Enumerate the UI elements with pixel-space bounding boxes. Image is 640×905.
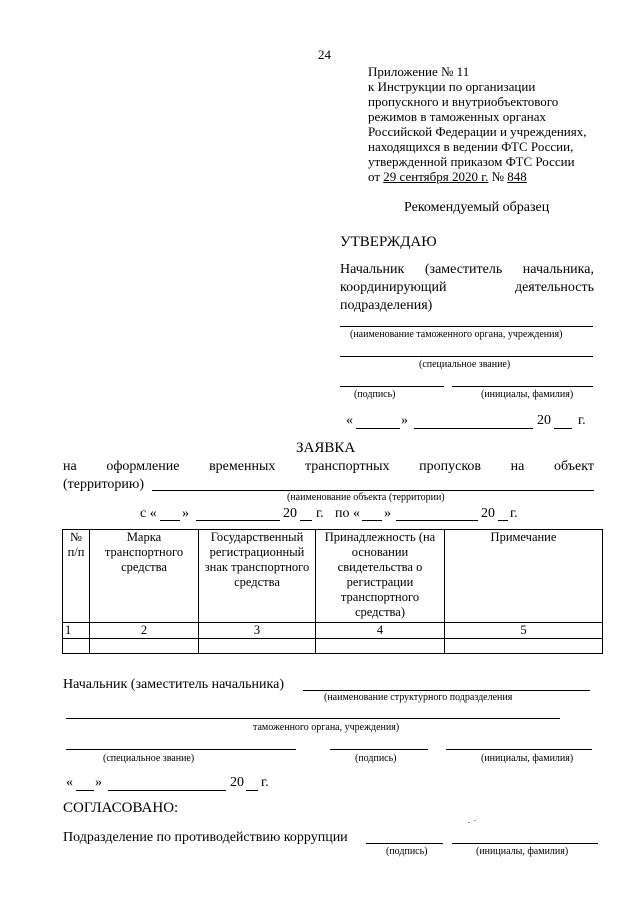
caption-unit: (наименование структурного подразделения xyxy=(324,692,513,703)
day-line xyxy=(356,428,400,429)
request-line-1: на оформление временных транспортных пропусков на объект xyxy=(63,459,594,474)
period-year: 20 xyxy=(283,506,297,521)
period-year-2-suffix: г. xyxy=(510,506,518,521)
date-year-suffix: г. xyxy=(578,413,586,428)
chief-name-line xyxy=(446,749,592,750)
order-prefix: от xyxy=(368,169,381,184)
caption-chief-name: (инициалы, фамилия) xyxy=(481,753,574,764)
column-number: 5 xyxy=(445,623,603,639)
year-line xyxy=(554,428,572,429)
chief-rank-line xyxy=(66,749,296,750)
column-number: 4 xyxy=(316,623,445,639)
object-name-line xyxy=(152,490,594,491)
agreed-signature-line xyxy=(366,843,443,844)
table-cell xyxy=(90,639,199,654)
chief-date-year: 20 xyxy=(230,775,244,790)
table-row xyxy=(63,623,603,639)
table-row xyxy=(63,639,603,654)
rank-line xyxy=(340,356,593,357)
chief-date-close-quote: » xyxy=(95,775,102,790)
table-cell xyxy=(316,639,445,654)
period-to-close-quote: » xyxy=(384,506,391,521)
header-ownership: Принадлежность (на основании свидетельства о регистрации транспортного средства) xyxy=(316,530,445,623)
chief-day-line xyxy=(76,790,94,791)
date-open-quote: « xyxy=(346,413,353,428)
agreed-title: СОГЛАСОВАНО: xyxy=(63,800,179,816)
period-from: с « xyxy=(140,506,157,521)
period-month-line xyxy=(196,520,280,521)
period-year-2-line xyxy=(498,520,508,521)
agreed-name-line xyxy=(452,843,598,844)
chief-date-year-suffix: г. xyxy=(261,775,269,790)
header-number: № п/п xyxy=(63,530,90,623)
header-note: Примечание xyxy=(445,530,603,623)
vehicles-table xyxy=(62,529,603,654)
period-year-line xyxy=(300,520,312,521)
caption-signature: (подпись) xyxy=(354,389,396,400)
appendix-line: находящихся в ведении ФТС России, xyxy=(368,139,574,154)
order-date: 29 сентября 2020 г. xyxy=(383,169,489,184)
request-title: ЗАЯВКА xyxy=(296,440,356,456)
caption-chief-rank: (специальное звание) xyxy=(103,753,195,764)
period-day-line xyxy=(160,520,180,521)
period-year-2: 20 xyxy=(481,506,495,521)
name-line xyxy=(452,386,593,387)
table-cell xyxy=(63,639,90,654)
agreed-unit: Подразделение по противодействию коррупции xyxy=(63,830,348,845)
org-name-line xyxy=(340,326,593,327)
order-no-label: № xyxy=(491,169,505,184)
period-year-suffix: г. xyxy=(316,506,324,521)
recommended-sample-label: Рекомендуемый образец xyxy=(404,200,550,215)
signature-line xyxy=(340,386,444,387)
appendix-line: утвержденной приказом ФТС России xyxy=(368,154,575,169)
approve-line-1: Начальник (заместитель начальника, xyxy=(340,262,594,277)
header-brand: Марка транспортного средства xyxy=(90,530,199,623)
approve-line-3: подразделения) xyxy=(340,298,433,313)
order-number: 848 xyxy=(507,169,527,184)
caption-agreed-signature: (подпись) xyxy=(386,846,428,857)
appendix-line: к Инструкции по организации xyxy=(368,79,536,94)
period-to: по « xyxy=(335,506,360,521)
caption-object: (наименование объекта (территории) xyxy=(287,492,445,503)
appendix-line: пропускного и внутриобъектового xyxy=(368,94,559,109)
table-cell xyxy=(445,639,603,654)
approve-title: УТВЕРЖДАЮ xyxy=(340,234,437,250)
caption-agreed-name: (инициалы, фамилия) xyxy=(476,846,569,857)
column-number: 1 xyxy=(63,623,90,639)
column-number: 3 xyxy=(199,623,316,639)
caption-chief-signature: (подпись) xyxy=(355,753,397,764)
caption-chief-org: таможенного органа, учреждения) xyxy=(253,722,400,733)
date-year: 20 xyxy=(537,413,551,428)
appendix-line: Приложение № 11 xyxy=(368,64,470,79)
chief-signature-line xyxy=(330,749,428,750)
appendix-block xyxy=(368,64,587,184)
appendix-line: Российской Федерации и учреждениях, xyxy=(368,124,587,139)
period-to-month-line xyxy=(396,520,478,521)
appendix-line: режимов в таможенных органах xyxy=(368,109,547,124)
scan-speck xyxy=(474,820,476,821)
caption-rank: (специальное звание) xyxy=(419,359,511,370)
appendix-order-line xyxy=(368,169,587,184)
table-cell xyxy=(199,639,316,654)
period-close-quote: » xyxy=(182,506,189,521)
approve-line-2: координирующий деятельность xyxy=(340,280,594,295)
table-header-row xyxy=(63,530,603,623)
chief-unit-line xyxy=(303,690,590,691)
header-reg-plate: Государственный регистрационный знак транспортного средства xyxy=(199,530,316,623)
date-close-quote: » xyxy=(401,413,408,428)
column-number: 2 xyxy=(90,623,199,639)
page-number: 24 xyxy=(318,47,331,62)
scan-speck xyxy=(468,822,470,823)
month-line xyxy=(414,428,533,429)
request-line-2: (территорию) xyxy=(63,477,145,492)
chief-date-open-quote: « xyxy=(66,775,73,790)
chief-label: Начальник (заместитель начальника) xyxy=(63,677,284,692)
caption-org: (наименование таможенного органа, учреждения) xyxy=(350,329,563,340)
caption-name: (инициалы, фамилия) xyxy=(481,389,574,400)
chief-year-line xyxy=(246,790,258,791)
chief-month-line xyxy=(108,790,226,791)
chief-org-line xyxy=(66,718,560,719)
period-to-day-line xyxy=(362,520,382,521)
